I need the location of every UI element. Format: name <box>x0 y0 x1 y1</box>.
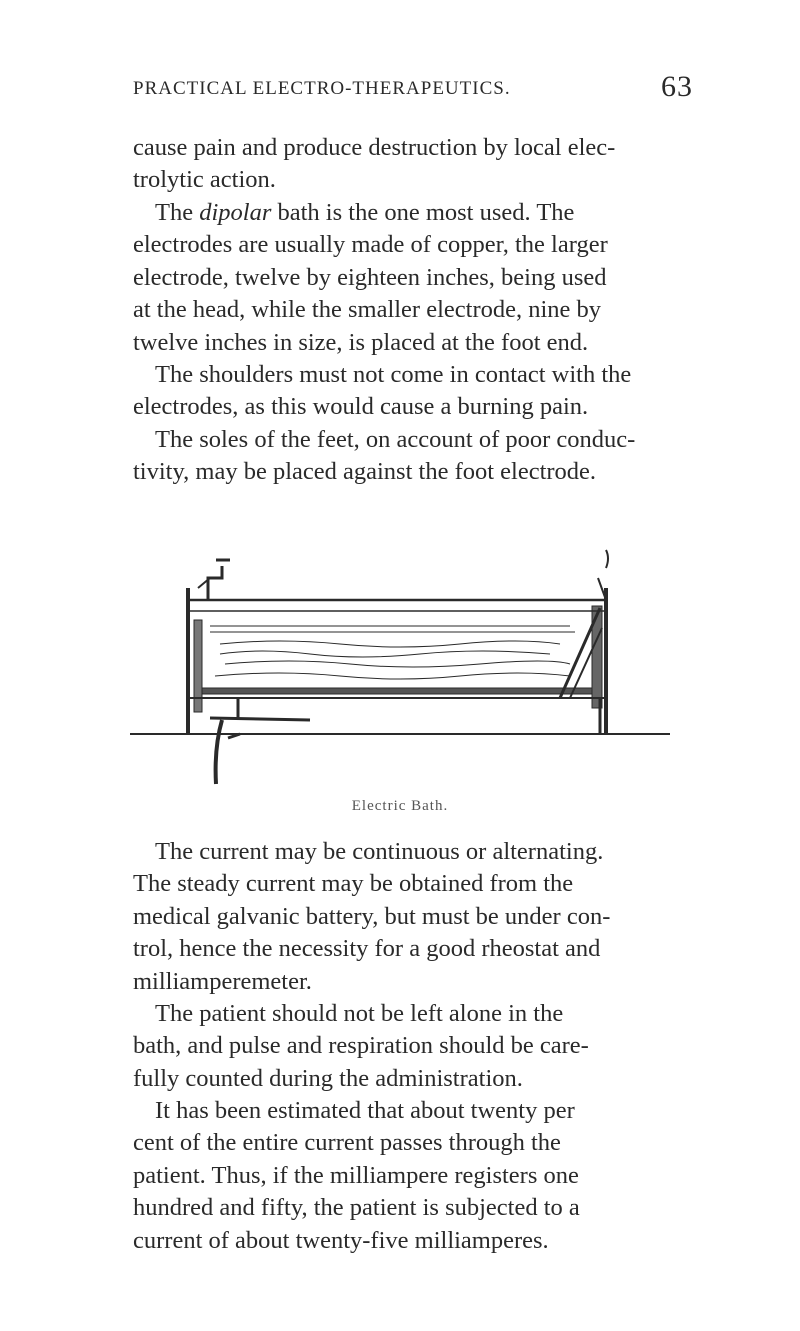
text-line: The patient should not be left alone in the <box>155 1000 564 1027</box>
paragraph-3 <box>133 836 673 998</box>
text-line: The dipolar bath is the one most used. The <box>155 199 575 226</box>
text-line: The steady current may be obtained from the <box>133 870 574 898</box>
text-line: electrodes are usually made of copper, the larger <box>133 231 608 259</box>
text-line: The shoulders must not come in contact with the <box>155 361 632 389</box>
text-line: at the head, while the smaller electrode, nine by <box>133 296 602 324</box>
paragraph-2 <box>133 197 673 489</box>
text-line: fully counted during the administration. <box>133 1064 523 1092</box>
running-title: PRACTICAL ELECTRO-THERAPEUTICS. <box>133 78 511 99</box>
text-line: The soles of the feet, on account of poor conduc- <box>155 425 636 453</box>
figure-caption: Electric Bath. <box>351 798 449 814</box>
text-line: trol, hence the necessity for a good rheostat and <box>133 935 601 963</box>
text-line: hundred and fifty, the patient is subjected to a <box>133 1194 580 1222</box>
text-line: cent of the entire current passes through the <box>133 1129 561 1157</box>
electric-bath-illustration <box>130 548 670 788</box>
paragraph-5 <box>133 1095 673 1257</box>
text-line: tivity, may be placed against the foot electrode. <box>133 458 597 486</box>
page-number: 63 <box>661 70 693 103</box>
text-line: twelve inches in size, is placed at the foot end. <box>133 328 589 356</box>
paragraph-4 <box>133 998 673 1095</box>
dipolar-term: dipolar <box>199 199 272 226</box>
electric-bath-figure <box>130 548 670 788</box>
text-line: It has been estimated that about twenty per <box>155 1097 575 1124</box>
text-line: The current may be continuous or alternating. <box>155 838 604 865</box>
text-line: milliamperemeter. <box>133 967 312 995</box>
text-line: cause pain and produce destruction by local elec- <box>133 134 616 161</box>
text-line: electrodes, as this would cause a burning pain. <box>133 393 589 421</box>
text-line: patient. Thus, if the milliampere registers one <box>133 1161 579 1189</box>
text-line: trolytic action. <box>133 166 276 194</box>
text-line: medical galvanic battery, but must be under con- <box>133 902 611 930</box>
text-line: current of about twenty-five milliamperes. <box>133 1226 549 1254</box>
text-line: bath, and pulse and respiration should be care- <box>133 1032 589 1060</box>
text-line: electrode, twelve by eighteen inches, being used <box>133 263 607 291</box>
paragraph-1 <box>133 132 673 197</box>
